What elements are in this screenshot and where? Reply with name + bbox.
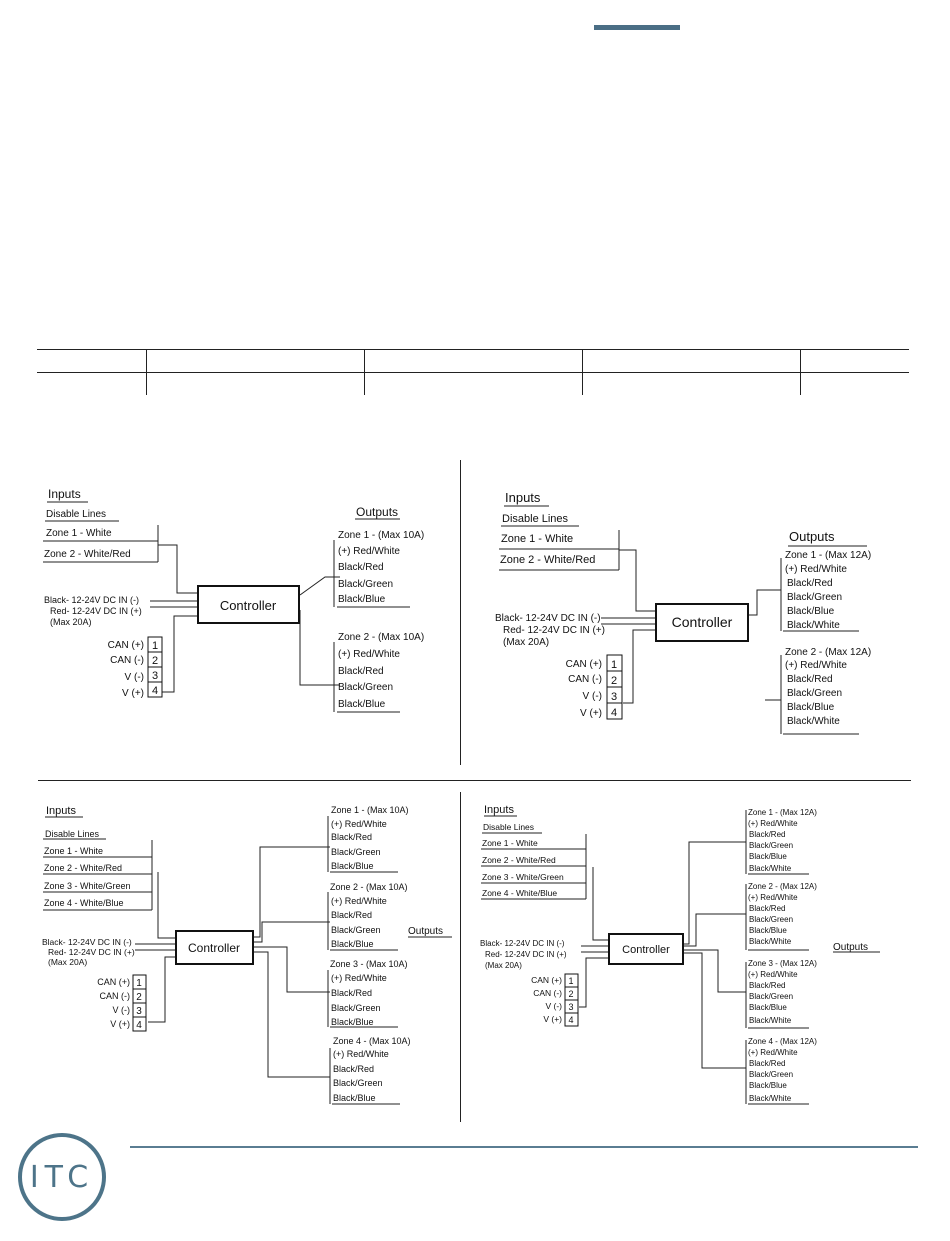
red-input-label: Red- 12-24V DC IN (+) [485, 950, 567, 959]
zone-wire: (+) Red/White [748, 819, 798, 828]
black-input-label: Black- 12-24V DC IN (-) [44, 595, 140, 605]
zone2-wire: (+) Red/White [338, 649, 400, 660]
controller-label: Controller [187, 941, 241, 955]
zone2-output-label: Zone 2 - (Max 12A) [785, 647, 872, 658]
zone-wire: Black/Green [749, 841, 794, 850]
max-input-label: (Max 20A) [48, 957, 88, 967]
disable-lines-label: Disable Lines [502, 513, 569, 525]
terminal-number: 3 [610, 691, 618, 703]
zone-wire: Black/Blue [749, 852, 787, 861]
table-cell [364, 373, 582, 396]
zone1-output-label: Zone 1 - (Max 12A) [785, 550, 872, 561]
disable-lines-label: Disable Lines [46, 509, 107, 520]
zone-wire: Black/Green [749, 992, 794, 1001]
outputs-heading: Outputs [408, 926, 444, 937]
zone-wire: Black/Red [749, 904, 786, 913]
zone2-wire: Black/Red [338, 666, 384, 677]
zone1-wire: Black/Green [787, 592, 843, 603]
zone-wire: Black/Green [749, 915, 794, 924]
zone-wire: Black/Red [749, 1059, 786, 1068]
table-cell [800, 373, 909, 396]
zone-output-label: Zone 2 - (Max 12A) [748, 882, 817, 891]
zone-wire: Black/Blue [331, 861, 374, 871]
max-input-label: (Max 20A) [485, 961, 522, 970]
outputs-heading: Outputs [356, 505, 399, 519]
zone-wire: Black/Red [333, 1064, 375, 1074]
terminal-number: 3 [568, 1002, 574, 1012]
max-input-label: (Max 20A) [503, 637, 550, 648]
wiring-diagram-4zone-12a [461, 792, 931, 1112]
zone-wire: (+) Red/White [331, 896, 387, 906]
disable-lines-label: Disable Lines [45, 829, 100, 839]
itc-logo [18, 1133, 106, 1221]
zone-wire: Black/Blue [749, 926, 787, 935]
zone-wire: Black/White [749, 937, 792, 946]
zone-wire: Black/Blue [749, 1081, 787, 1090]
zone-output-label: Zone 4 - (Max 12A) [748, 1037, 817, 1046]
inputs-heading: Inputs [46, 805, 76, 817]
zone-input-label: Zone 4 - White/Blue [482, 888, 558, 898]
controller-label: Controller [219, 598, 277, 613]
zone1-wire: (+) Red/White [785, 564, 847, 575]
inputs-heading: Inputs [484, 804, 514, 816]
can-label: V (+) [122, 688, 144, 699]
table-cell [582, 373, 800, 396]
zone1-wire: Black/Red [787, 578, 833, 589]
zone-wire: Black/Blue [333, 1093, 376, 1103]
zone-wire: (+) Red/White [333, 1049, 389, 1059]
zone-output-label: Zone 2 - (Max 10A) [330, 882, 408, 892]
table-row [37, 350, 909, 373]
terminal-number: 1 [610, 659, 618, 671]
top-accent-bar [594, 25, 680, 30]
can-label: CAN (+) [565, 659, 602, 670]
table-cell [364, 350, 582, 373]
zone-wire: Black/Green [331, 925, 381, 935]
terminal-number: 3 [151, 670, 159, 682]
can-label: CAN (+) [531, 975, 562, 985]
can-label: V (-) [124, 672, 144, 683]
zone1-wire: Black/Green [338, 579, 394, 590]
diagram-svg [0, 470, 460, 770]
red-input-label: Red- 12-24V DC IN (+) [503, 625, 605, 636]
outputs-heading: Outputs [789, 529, 835, 544]
can-label: V (+) [580, 708, 602, 719]
terminal-number: 2 [151, 655, 159, 667]
can-label: CAN (-) [533, 988, 562, 998]
zone-wire: Black/Green [333, 1078, 383, 1088]
can-label: V (-) [112, 1005, 130, 1015]
zone-wire: Black/Blue [331, 1017, 374, 1027]
terminal-number: 1 [136, 978, 142, 989]
zone-wire: Black/Blue [331, 939, 374, 949]
zone2-wire: Black/Red [787, 674, 833, 685]
black-input-label: Black- 12-24V DC IN (-) [480, 939, 565, 948]
terminal-number: 4 [610, 707, 618, 719]
can-label: CAN (-) [110, 655, 144, 666]
zone-wire: Black/Green [749, 1070, 794, 1079]
zone-wire: (+) Red/White [748, 970, 798, 979]
table-row [37, 373, 909, 396]
zone-wire: Black/Red [331, 832, 373, 842]
terminal-number: 3 [136, 1006, 142, 1017]
zone-input-label: Zone 3 - White/Green [482, 872, 564, 882]
zone1-wire: Black/Red [338, 562, 384, 573]
zone-input-label: Zone 4 - White/Blue [44, 898, 124, 908]
can-label: V (+) [110, 1019, 130, 1029]
zone-output-label: Zone 3 - (Max 10A) [330, 959, 408, 969]
diagram-svg [461, 470, 931, 770]
table-cell [146, 350, 364, 373]
zone1-input-label: Zone 1 - White [46, 528, 112, 539]
diagram-svg [0, 792, 460, 1112]
table-cell [37, 350, 146, 373]
can-label: V (-) [582, 691, 602, 702]
disable-lines-label: Disable Lines [483, 822, 535, 832]
zone-output-label: Zone 3 - (Max 12A) [748, 959, 817, 968]
zone-wire: (+) Red/White [331, 819, 387, 829]
footer-rule [130, 1146, 918, 1148]
zone-wire: (+) Red/White [748, 893, 798, 902]
can-label: V (-) [545, 1001, 562, 1011]
can-label: CAN (-) [568, 674, 602, 685]
red-input-label: Red- 12-24V DC IN (+) [48, 947, 135, 957]
logo-text: ITC [29, 1159, 95, 1195]
max-input-label: (Max 20A) [50, 617, 92, 627]
zone2-output-label: Zone 2 - (Max 10A) [338, 632, 425, 643]
terminal-number: 2 [568, 989, 574, 999]
zone-wire: Black/Red [749, 830, 786, 839]
wiring-diagram-2zone-12a [461, 470, 931, 770]
zone-wire: (+) Red/White [331, 973, 387, 983]
outputs-heading: Outputs [833, 942, 869, 953]
zone1-wire: Black/Blue [787, 606, 835, 617]
terminal-number: 4 [136, 1020, 142, 1031]
zone2-wire: Black/Green [338, 682, 394, 693]
zone2-input-label: Zone 2 - White/Red [44, 549, 131, 560]
wiring-diagram-4zone-10a [0, 792, 460, 1112]
zone1-wire: Black/White [787, 620, 840, 631]
zone-output-label: Zone 4 - (Max 10A) [333, 1036, 411, 1046]
terminal-number: 4 [151, 685, 159, 697]
zone-output-label: Zone 1 - (Max 10A) [331, 805, 409, 815]
terminal-number: 2 [610, 675, 618, 687]
black-input-label: Black- 12-24V DC IN (-) [495, 613, 601, 624]
table-cell [800, 350, 909, 373]
controller-label: Controller [622, 944, 670, 956]
zone-wire: (+) Red/White [748, 1048, 798, 1057]
terminal-number: 2 [136, 992, 142, 1003]
zone-wire: Black/Red [331, 910, 373, 920]
zone-wire: Black/Green [331, 847, 381, 857]
can-label: CAN (+) [97, 977, 130, 987]
can-label: V (+) [543, 1014, 562, 1024]
zone1-output-label: Zone 1 - (Max 10A) [338, 530, 425, 541]
divider-horizontal [38, 780, 911, 781]
wiring-diagram-2zone-10a [0, 470, 460, 770]
inputs-heading: Inputs [505, 490, 541, 505]
zone2-wire: Black/Blue [787, 702, 835, 713]
controller-label: Controller [671, 614, 733, 630]
zone2-wire: Black/White [787, 716, 840, 727]
spec-table [37, 349, 909, 395]
terminal-number: 4 [568, 1015, 574, 1025]
zone1-wire: (+) Red/White [338, 546, 400, 557]
zone2-wire: Black/Green [787, 688, 843, 699]
zone-wire: Black/Blue [749, 1003, 787, 1012]
zone-wire: Black/Red [749, 981, 786, 990]
black-input-label: Black- 12-24V DC IN (-) [42, 937, 132, 947]
zone-wire: Black/White [749, 1094, 792, 1103]
zone2-input-label: Zone 2 - White/Red [500, 554, 596, 566]
zone-wire: Black/White [749, 1016, 792, 1025]
zone-input-label: Zone 1 - White [44, 846, 104, 856]
terminal-number: 1 [151, 640, 159, 652]
zone1-wire: Black/Blue [338, 594, 386, 605]
red-input-label: Red- 12-24V DC IN (+) [50, 606, 142, 616]
zone-wire: Black/Green [331, 1003, 381, 1013]
table-cell [582, 350, 800, 373]
inputs-heading: Inputs [48, 487, 81, 501]
zone2-wire: (+) Red/White [785, 660, 847, 671]
can-label: CAN (-) [99, 991, 130, 1001]
zone-wire: Black/White [749, 864, 792, 873]
zone-input-label: Zone 2 - White/Red [482, 855, 556, 865]
zone1-input-label: Zone 1 - White [501, 533, 574, 545]
table-cell [146, 373, 364, 396]
can-label: CAN (+) [107, 640, 144, 651]
table-cell [37, 373, 146, 396]
zone2-wire: Black/Blue [338, 699, 386, 710]
diagram-svg [461, 792, 931, 1112]
zone-output-label: Zone 1 - (Max 12A) [748, 808, 817, 817]
terminal-number: 1 [568, 976, 574, 986]
zone-wire: Black/Red [331, 988, 373, 998]
zone-input-label: Zone 2 - White/Red [44, 863, 123, 873]
zone-input-label: Zone 3 - White/Green [44, 881, 131, 891]
zone-input-label: Zone 1 - White [482, 838, 538, 848]
